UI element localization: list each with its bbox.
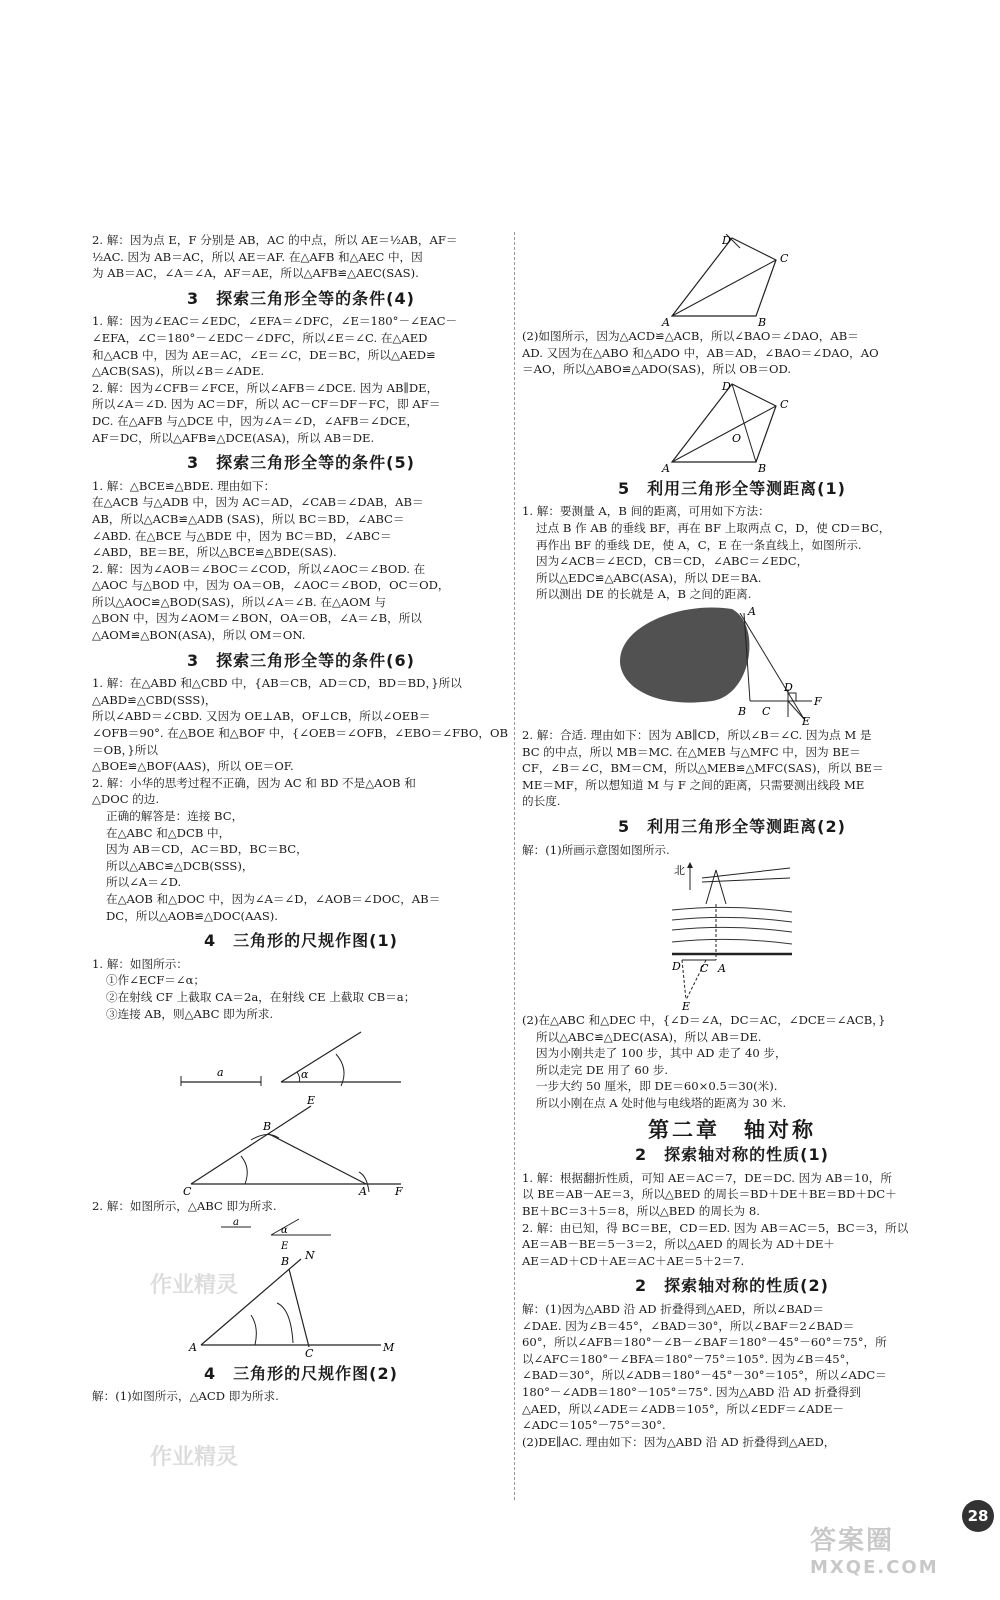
label-E: E: [802, 714, 811, 725]
line: 180°－∠ADB＝180°－105°＝75°. 因为△ABD 沿 AD 折叠得到: [522, 1384, 861, 1399]
line: ③连接 AB，则△ABC 即为所求.: [106, 1006, 274, 1021]
line: 过点 B 作 AB 的垂线 BF，再在 BF 上取两点 C，D，使 CD＝BC，: [536, 520, 891, 535]
left-s6: 2. 解：如图所示，△ABC 即为所求.: [92, 1199, 277, 1214]
label-A: A: [748, 604, 756, 618]
label-A: A: [662, 316, 670, 326]
label-C: C: [780, 397, 789, 411]
left-s3: [92, 478, 510, 644]
label-E: E: [682, 1000, 691, 1011]
label-D: D: [722, 379, 731, 393]
label-E: E: [307, 1096, 316, 1108]
watermark-logo: 答案圈: [810, 1526, 895, 1556]
line: 在△ABC 和△DCB 中，: [106, 825, 231, 840]
line: 1. 解：如图所示：: [92, 956, 188, 971]
line: 2. 解：因为∠CFB＝∠FCE，所以∠AFB＝∠DCE. 因为 AB∥DE，: [92, 380, 439, 395]
line: 的长度.: [522, 794, 561, 809]
heading-2-1: 2 探索轴对称的性质(1): [635, 1145, 829, 1165]
label-a: a: [217, 1066, 224, 1080]
line: 1. 解：根据翻折性质，可知 AE＝AC＝7，DE＝DC. 因为 AB＝10，所: [522, 1170, 892, 1185]
label-A: A: [359, 1185, 367, 1197]
line: 因为小刚共走了 100 步，其中 AD 走了 40 步，: [536, 1046, 787, 1061]
line: 所以△AOC≌△BOD(SAS)，所以∠A＝∠B. 在△AOM 与: [92, 594, 386, 609]
line: 所以∠A＝∠D.: [106, 875, 182, 890]
line: ME＝MF，所以想知道 M 与 F 之间的距离，只需要测出线段 ME: [522, 777, 865, 792]
line: 2. 解：由已知，得 BC＝BE，CD＝ED. 因为 AB＝AC＝5，BC＝3，所以: [522, 1220, 909, 1235]
label-C: C: [762, 704, 771, 718]
label-north: 北: [674, 864, 685, 878]
left-s1-0: 2. 解：因为点 E，F 分别是 AB，AC 的中点，所以 AE＝½AB，AF＝: [92, 233, 458, 247]
line: ①作∠ECF＝∠α；: [106, 973, 206, 988]
figure-quad-abcd: [652, 234, 812, 326]
label-C: C: [305, 1346, 314, 1357]
line: AF＝DC，所以△AFB≌△DCE(ASA)，所以 AB＝DE.: [92, 430, 375, 445]
left-s7: 解：(1)如图所示，△ACD 即为所求.: [92, 1389, 279, 1404]
line: 所以∠A＝∠D. 因为 AC＝DF，所以 AC－CF＝DF－FC，即 AF＝: [92, 397, 441, 412]
line: △AED，所以∠ADE＝∠ADB＝105°，所以∠EDF＝∠ADE－: [522, 1401, 845, 1416]
line: 再作出 BF 的垂线 DE，使 A，C，E 在一条直线上，如图所示.: [536, 537, 862, 552]
label-C: C: [780, 252, 789, 265]
label-a: a: [233, 1216, 239, 1228]
line: 2. 解：合适. 理由如下：因为 AB∥CD，所以∠B＝∠C. 因为点 M 是: [522, 727, 872, 742]
left-s1-1: ½AC. 因为 AB＝AC，所以 AE＝AF. 在△AFB 和△AEC 中，因: [92, 249, 423, 264]
left-s2: [92, 313, 510, 446]
faint-watermark-2: 作业精灵: [150, 1445, 239, 1470]
label-B: B: [263, 1120, 272, 1134]
label-A: A: [662, 461, 670, 472]
label-A: A: [718, 962, 726, 976]
line: 2. 解：小华的思考过程不正确，因为 AC 和 BD 不是△AOB 和: [92, 775, 416, 790]
line: △AOM≌△BON(ASA)，所以 OM＝ON.: [92, 628, 306, 643]
left-s5: [92, 956, 510, 1022]
line: 1. 解：在△ABD 和△CBD 中，{AB＝CB，AD＝CD，BD＝BD，}所以△ABD≌△CBD(SSS)，: [92, 676, 462, 707]
line: ∠ABD. 在△BCE 与△BDE 中，因为 BC＝BD，∠ABC＝: [92, 528, 392, 543]
line: △BON 中，因为∠AOM＝∠BON，OA＝OB，∠A＝∠B，所以: [92, 611, 422, 626]
figure-pond: [612, 605, 852, 725]
label-alpha: α: [281, 1224, 288, 1236]
line: 因为 AB＝CD，AC＝BD，BC＝BC，: [106, 842, 308, 857]
left-column: [92, 232, 510, 1405]
heading-3-6: 3 探索三角形全等的条件(6): [187, 650, 415, 670]
line: 和△ACB 中，因为 AE＝AC，∠E＝∠C，DE＝BC，所以△AED≌: [92, 347, 436, 362]
figure-segment-angle: [171, 1024, 431, 1094]
label-N: N: [305, 1248, 315, 1262]
label-D: D: [784, 680, 793, 694]
line: 1. 解：△BCE≌△BDE. 理由如下：: [92, 478, 276, 493]
line: 60°，所以∠AFB＝180°－∠B－∠BAF＝180°－45°－60°＝75°，所: [522, 1335, 887, 1350]
line: ∠ADC＝105°－75°＝30°.: [522, 1418, 666, 1433]
line: 所以走完 DE 用了 60 步.: [536, 1062, 669, 1077]
right-column: [522, 232, 942, 1450]
line: AB，所以△ACB≌△ADB (SAS)，所以 BC＝BD，∠ABC＝: [92, 511, 405, 526]
label-F: F: [814, 694, 822, 708]
line: BE＋BC＝3＋5＝8，所以△BED 的周长为 8.: [522, 1204, 760, 1219]
site-watermark: [810, 1520, 939, 1578]
heading-3-4: 3 探索三角形全等的条件(4): [187, 288, 415, 308]
heading-2-2: 2 探索轴对称的性质(2): [635, 1276, 829, 1296]
line: △ACB(SAS)，所以∠B＝∠ADE.: [92, 364, 265, 379]
line: 2. 解：因为∠AOB＝∠BOC＝∠COD，所以∠AOC＝∠BOD. 在: [92, 561, 426, 576]
line: BC 的中点，所以 MB＝MC. 在△MEB 与△MFC 中，因为 BE＝: [522, 744, 861, 759]
line: 正确的解答是：连接 BC，: [106, 809, 244, 823]
line: 1. 解：因为∠EAC＝∠EDC，∠EFA＝∠DFC，∠E＝180°－∠EAC－: [92, 314, 458, 329]
line: ∠EFA，∠C＝180°－∠EDC－∠DFC，所以∠E＝∠C. 在△AED: [92, 330, 428, 345]
line: 所以测出 DE 的长就是 A，B 之间的距离.: [536, 587, 752, 602]
line: ∠ABD，BE＝BE，所以△BCE≌△BDE(SAS).: [92, 545, 337, 560]
label-F: F: [395, 1185, 403, 1197]
page-number: 28: [962, 1500, 994, 1532]
figure-tower: [672, 860, 792, 1010]
line: 在△ACB 与△ADB 中，因为 AC＝AD，∠CAB＝∠DAB，AB＝: [92, 495, 424, 510]
figure-triangle-abc-1: [181, 1096, 421, 1196]
line: 所以△ABC≌△DEC(ASA)，所以 AB＝DE.: [536, 1029, 762, 1044]
line: 1. 解：要测量 A，B 间的距离，可用如下方法：: [522, 504, 770, 519]
line: (2)如图所示，因为△ACD≌△ACB，所以∠BAO＝∠DAO，AB＝: [522, 329, 859, 343]
label-B: B: [281, 1254, 290, 1268]
right-s5: [522, 1012, 942, 1112]
line: 一步大约 50 厘米，即 DE＝60×0.5＝30(米).: [536, 1079, 778, 1094]
heading-5-2: 5 利用三角形全等测距离(2): [618, 816, 846, 836]
label-M: M: [383, 1340, 395, 1354]
line: 在△AOB 和△DOC 中，因为∠A＝∠D，∠AOB＝∠DOC，AB＝: [106, 891, 441, 906]
faint-watermark-1: 作业精灵: [150, 1273, 239, 1298]
label-E: E: [281, 1240, 289, 1252]
line: DC，所以△AOB≌△DOC(AAS).: [106, 908, 278, 923]
figure-quad-abcd-o: [652, 380, 812, 472]
right-s7: [522, 1301, 942, 1450]
column-divider: [514, 232, 515, 1500]
label-C: C: [183, 1185, 192, 1197]
label-O: O: [732, 431, 742, 445]
right-s6: [522, 1170, 942, 1270]
label-A: A: [189, 1340, 197, 1354]
line: 所以△EDC≌△ABC(ASA)，所以 DE＝BA.: [536, 570, 762, 585]
line: △DOC 的边.: [92, 792, 160, 807]
label-D: D: [722, 234, 731, 247]
line: 所以△ABC≌△DCB(SSS)，: [106, 858, 254, 873]
label-B: B: [738, 704, 747, 718]
line: △AOC 与△BOD 中，因为 OA＝OB，∠AOC＝∠BOD，OC＝OD，: [92, 578, 450, 593]
label-C: C: [700, 962, 709, 976]
heading-4-2: 4 三角形的尺规作图(2): [204, 1363, 398, 1383]
watermark-url: MXQE.COM: [810, 1557, 939, 1578]
line: 以∠AFC＝180°－∠BFA＝180°－75°＝105°. 因为∠B＝45°，: [522, 1351, 858, 1366]
line: ∠BAD＝30°，所以∠ADB＝180°－45°－30°＝105°，所以∠ADC＝: [522, 1368, 887, 1383]
line: 所以∠ABD＝∠CBD. 又因为 OE⊥AB，OF⊥CB，所以∠OEB＝: [92, 709, 431, 724]
line: 解：(1)因为△ABD 沿 AD 折叠得到△AED，所以∠BAD＝: [522, 1302, 824, 1316]
line: ∠OFB＝90°. 在△BOE 和△BOF 中，{∠OEB＝∠OFB，∠EBO＝∠FBO，OB＝OB，}所以: [92, 726, 509, 757]
line: 因为∠ACB＝∠ECD，CB＝CD，∠ABC＝∠EDC，: [536, 554, 809, 569]
heading-3-5: 3 探索三角形全等的条件(5): [187, 453, 415, 473]
right-s2: [522, 503, 942, 603]
heading-4-1: 4 三角形的尺规作图(1): [204, 931, 398, 951]
right-s4: 解：(1)所画示意图如图所示.: [522, 842, 670, 857]
right-s3: [522, 727, 942, 810]
line: 所以小刚在点 A 处时他与电线塔的距离为 30 米.: [536, 1096, 787, 1111]
label-B: B: [758, 461, 767, 472]
line: AE＝AD＋CD＋AE＝AC＋AE＝5＋2＝7.: [522, 1253, 745, 1268]
line: ＝AO，所以△ABO≌△ADO(SAS)，所以 OB＝OD.: [522, 362, 792, 377]
line: △BOE≌△BOF(AAS)，所以 OE＝OF.: [92, 759, 294, 774]
line: (2)DE∥AC. 理由如下：因为△ABD 沿 AD 折叠得到△AED，: [522, 1434, 836, 1449]
label-B: B: [758, 316, 767, 326]
line: (2)在△ABC 和△DEC 中，{∠D＝∠A，DC＝AC，∠DCE＝∠ACB，}: [522, 1013, 886, 1028]
line: CF，∠B＝∠C，BM＝CM，所以△MEB≌△MFC(SAS)，所以 BE＝: [522, 761, 884, 776]
line: AE＝AB－BE＝5－3＝2，所以△AED 的周长为 AD＋DE＋: [522, 1237, 835, 1252]
left-s1-2: 为 AB＝AC，∠A＝∠A，AF＝AE，所以△AFB≌△AEC(SAS).: [92, 266, 419, 281]
left-s4: [92, 675, 510, 924]
heading-5-1: 5 利用三角形全等测距离(1): [618, 478, 846, 498]
line: DC. 在△AFB 与△DCE 中，因为∠A＝∠D，∠AFB＝∠DCE，: [92, 413, 418, 428]
line: AD. 又因为在△ABO 和△ADO 中，AB＝AD，∠BAO＝∠DAO，AO: [522, 345, 879, 360]
chapter-title: 第二章 轴对称: [648, 1117, 816, 1142]
line: ∠DAE. 因为∠B＝45°，∠BAD＝30°，所以∠BAF＝2∠BAD＝: [522, 1318, 855, 1333]
line: 以 BE＝AB－AE＝3，所以△BED 的周长＝BD＋DE＋BE＝BD＋DC＋: [522, 1187, 897, 1202]
line: ②在射线 CF 上截取 CA＝2a，在射线 CE 上截取 CB＝a；: [106, 989, 416, 1004]
label-alpha: α: [301, 1068, 309, 1082]
label-D: D: [672, 960, 681, 974]
